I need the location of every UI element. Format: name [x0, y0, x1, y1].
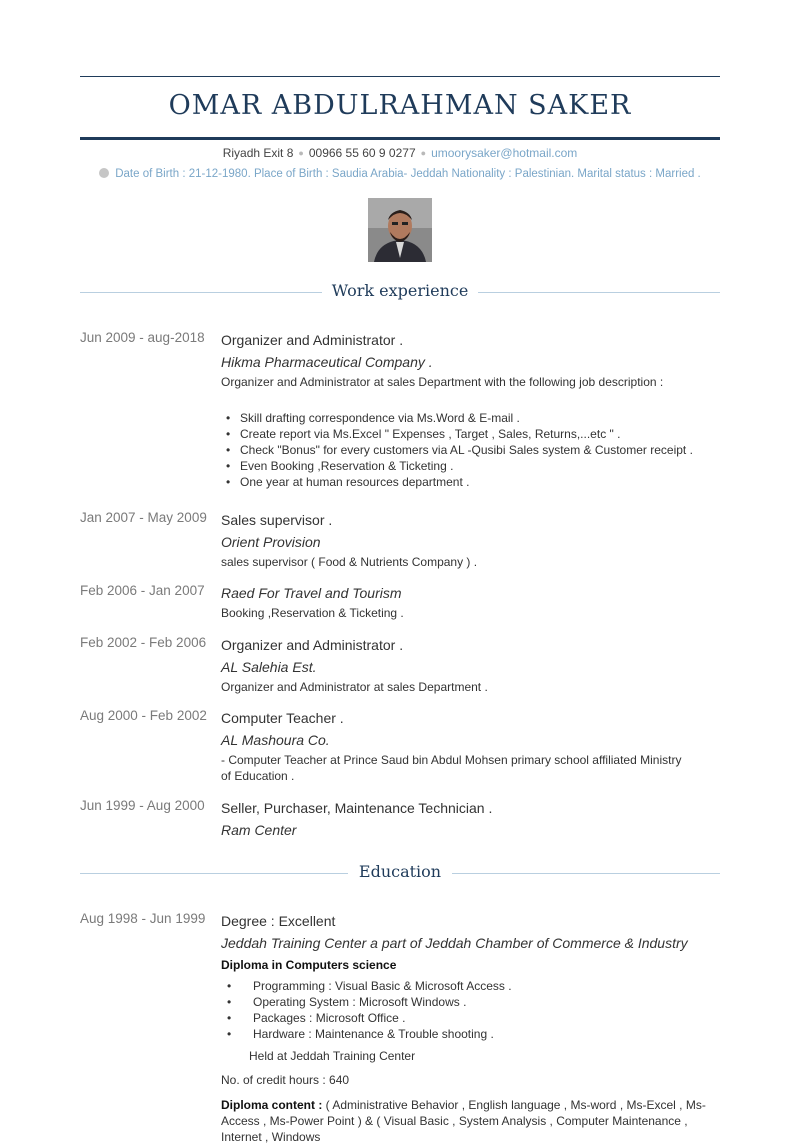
work-date: Feb 2002 - Feb 2006: [80, 635, 207, 650]
education-school: Jeddah Training Center a part of Jeddah Chamber of Commerce & Industry: [221, 935, 688, 951]
work-role: Organizer and Administrator .: [221, 637, 404, 653]
education-degree: Degree : Excellent: [221, 913, 336, 929]
work-role: Sales supervisor .: [221, 512, 333, 528]
list-item: • Hardware : Maintenance & Trouble shooting .: [221, 1026, 720, 1042]
globe-icon: [99, 168, 109, 178]
candidate-name: OMAR ABDULRAHMAN SAKER: [168, 90, 632, 121]
duty-list: [221, 410, 721, 490]
diploma-title: Diploma in Computers science: [221, 958, 397, 972]
work-description: - Computer Teacher at Prince Saud bin Abdul Mohsen primary school affiliated Ministry of Education .: [221, 753, 682, 783]
personal-info: [0, 168, 800, 180]
work-role: Computer Teacher .: [221, 710, 344, 726]
work-company: Raed For Travel and Tourism: [221, 585, 402, 601]
work-company: Ram Center: [221, 822, 297, 838]
phone: 00966 55 60 9 0277: [308, 146, 416, 160]
work-experience-heading: [80, 281, 720, 303]
work-date: Jun 1999 - Aug 2000: [80, 798, 205, 813]
work-date: Aug 2000 - Feb 2002: [80, 708, 207, 723]
list-item: • Operating System : Microsoft Windows .: [221, 994, 720, 1010]
work-date: Jan 2007 - May 2009: [80, 510, 207, 525]
list-item: • Programming : Visual Basic & Microsoft Access .: [221, 978, 720, 994]
work-description: Booking ,Reservation & Ticketing .: [221, 606, 404, 620]
list-item: • One year at human resources department .: [221, 474, 721, 490]
contact-line: [0, 146, 800, 160]
work-description: sales supervisor ( Food & Nutrients Company ) .: [221, 555, 478, 569]
work-role: Organizer and Administrator .: [221, 332, 404, 348]
credit-hours: No. of credit hours : 640: [221, 1073, 350, 1087]
diploma-content-label: Diploma content :: [221, 1098, 323, 1112]
work-role: Seller, Purchaser, Maintenance Technician .: [221, 800, 493, 816]
work-description: Organizer and Administrator at sales Department with the following job description :: [221, 375, 664, 389]
list-item: • Skill drafting correspondence via Ms.Word & E-mail .: [221, 410, 721, 426]
work-company: AL Mashoura Co.: [221, 732, 330, 748]
list-item: • Packages : Microsoft Office .: [221, 1010, 720, 1026]
separator-dot-icon: ●: [298, 148, 304, 158]
diploma-subject-list: [221, 978, 720, 1042]
list-item: • Even Booking ,Reservation & Ticketing .: [221, 458, 721, 474]
list-item: • Check "Bonus" for every customers via AL -Qusibi Sales system & Customer receipt .: [221, 442, 721, 458]
work-date: Jun 2009 - aug-2018: [80, 330, 205, 345]
profile-photo: [368, 198, 432, 262]
held-location: Held at Jeddah Training Center: [249, 1049, 416, 1063]
email-link[interactable]: umoorysaker@hotmail.com: [431, 146, 578, 160]
education-date: Aug 1998 - Jun 1999: [80, 911, 206, 926]
work-company: Orient Provision: [221, 534, 321, 550]
top-rule: [80, 76, 720, 77]
name-underline: [80, 137, 720, 140]
education-heading: [80, 862, 720, 884]
work-experience-title: Work experience: [331, 281, 469, 300]
education-title: Education: [358, 862, 442, 881]
separator-dot-icon: ●: [420, 148, 427, 158]
address: Riyadh Exit 8: [222, 146, 294, 160]
work-company: AL Salehia Est.: [221, 659, 317, 675]
work-date: Feb 2006 - Jan 2007: [80, 583, 205, 598]
work-company: Hikma Pharmaceutical Company .: [221, 354, 433, 370]
personal-info-text: Date of Birth : 21-12-1980. Place of Birth : Saudia Arabia- Jeddah Nationality : Palestinian. Marital status : Married .: [115, 168, 701, 180]
diploma-content-text: ( Administrative Behavior , English language , Ms-word , Ms-Excel , Ms-Access , Ms-Power Point ) & ( Visual Basic , System Analysis , Computer Maintenance , Internet , Windows: [221, 1098, 706, 1144]
list-item: • Create report via Ms.Excel " Expenses , Target , Sales, Returns,...etc " .: [221, 426, 721, 442]
diploma-content: [221, 1097, 720, 1145]
work-description: Organizer and Administrator at sales Department .: [221, 680, 488, 694]
